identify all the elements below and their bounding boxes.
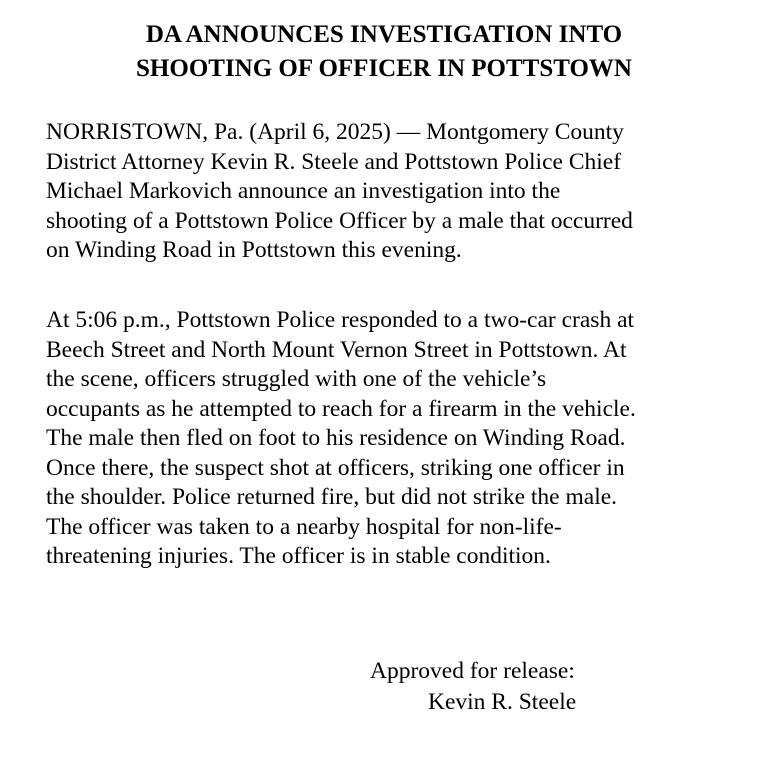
headline-line-1: DA ANNOUNCES INVESTIGATION INTO — [145, 21, 623, 48]
text-line: the scene, officers struggled with one of the vehicle’s — [46, 366, 547, 392]
paragraph-2 — [46, 306, 746, 572]
text-line: threatening injuries. The officer is in stable condition. — [46, 543, 551, 569]
headline-line-2: SHOOTING OF OFFICER IN POTTSTOWN — [136, 55, 632, 82]
text-line: NORRISTOWN, Pa. (April 6, 2025) — Montgomery County — [46, 119, 624, 145]
text-line: The officer was taken to a nearby hospital for non-life- — [46, 513, 562, 540]
text-line: Once there, the suspect shot at officers, striking one officer in — [46, 454, 625, 481]
text-line: The male then fled on foot to his residence on Winding Road. — [46, 425, 626, 451]
headline — [0, 18, 768, 86]
text-line: Michael Markovich announce an investigation into the — [46, 178, 561, 204]
text-line: on Winding Road in Pottstown this evening. — [46, 237, 462, 263]
text-line: shooting of a Pottstown Police Officer by a male that occurred — [46, 207, 633, 234]
text-line: Beech Street and North Mount Vernon Street in Pottstown. At — [46, 336, 627, 363]
approval-signer: Kevin R. Steele — [428, 689, 577, 715]
text-line: occupants as he attempted to reach for a firearm in the vehicle. — [46, 395, 636, 422]
text-line: At 5:06 p.m., Pottstown Police responded to a two-car crash at — [46, 307, 635, 333]
approval-block — [370, 656, 576, 718]
paragraph-1 — [46, 118, 746, 266]
text-line: the shoulder. Police returned fire, but did not strike the male. — [46, 484, 618, 510]
text-line: District Attorney Kevin R. Steele and Pottstown Police Chief — [46, 148, 622, 175]
approval-label: Approved for release: — [370, 658, 575, 684]
